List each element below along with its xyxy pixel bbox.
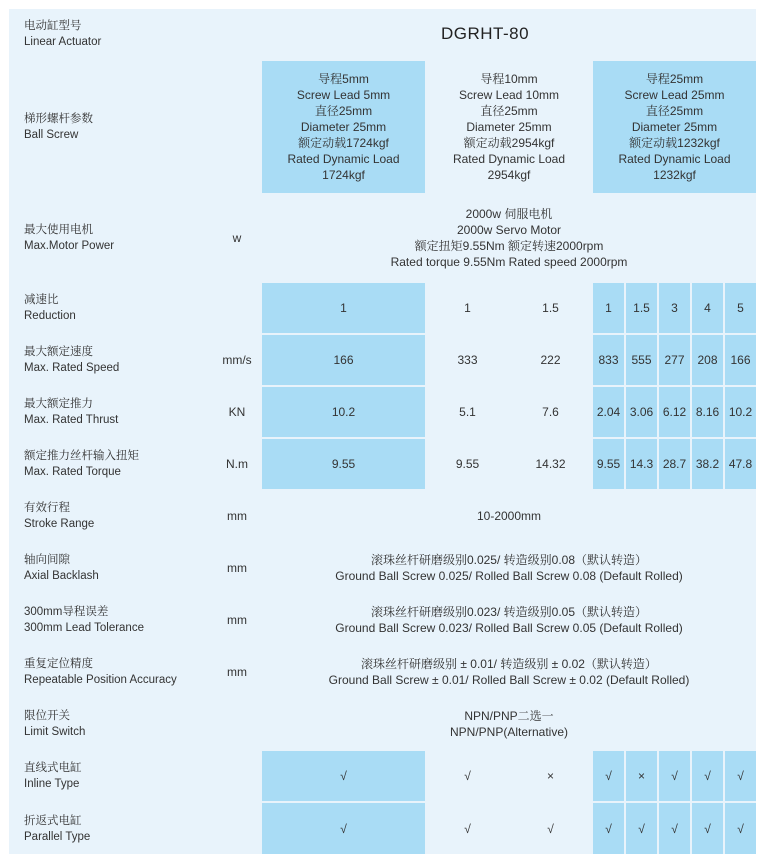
label-thrust: 最大额定推力 Max. Rated Thrust xyxy=(9,387,212,437)
spec-table xyxy=(9,9,756,854)
label-torque: 额定推力丝杆输入扭矩 Max. Rated Torque xyxy=(9,439,212,489)
thrust-cell: 10.2 xyxy=(725,387,756,437)
stroke-value: 10-2000mm xyxy=(262,491,756,541)
reduction-cell: 1.5 xyxy=(510,283,591,333)
thrust-cell: 6.12 xyxy=(659,387,690,437)
speed-cell: 555 xyxy=(626,335,657,385)
reduction-cell: 1 xyxy=(593,283,624,333)
thrust-cell: 7.6 xyxy=(510,387,591,437)
label-motor: 最大使用电机 Max.Motor Power xyxy=(9,195,212,281)
thrust-cell: 10.2 xyxy=(262,387,425,437)
unit-backlash: mm xyxy=(214,543,260,593)
speed-cell: 833 xyxy=(593,335,624,385)
label-stroke: 有效行程 Stroke Range xyxy=(9,491,212,541)
lead-tolerance-value: 滚珠丝杆研磨级别0.023/ 转造级别0.05（默认转造） Ground Ball Screw 0.023/ Rolled Ball Screw 0.05 (Default Rolled) xyxy=(262,595,756,645)
torque-cell: 38.2 xyxy=(692,439,723,489)
thrust-cell: 2.04 xyxy=(593,387,624,437)
motor-value: 2000w 伺服电机 2000w Servo Motor 额定扭矩9.55Nm 额定转速2000rpm Rated torque 9.55Nm Rated speed 2000rpm xyxy=(262,195,756,281)
unit-torque: N.m xyxy=(214,439,260,489)
label-backlash: 轴向间隙 Axial Backlash xyxy=(9,543,212,593)
speed-cell: 333 xyxy=(427,335,508,385)
thrust-cell: 3.06 xyxy=(626,387,657,437)
inline-mark: √ xyxy=(659,751,690,801)
label-limit-switch: 限位开关 Limit Switch xyxy=(9,699,212,749)
speed-cell: 277 xyxy=(659,335,690,385)
torque-cell: 9.55 xyxy=(593,439,624,489)
speed-cell: 222 xyxy=(510,335,591,385)
parallel-mark: √ xyxy=(725,803,756,854)
reduction-cell: 3 xyxy=(659,283,690,333)
parallel-mark: √ xyxy=(510,803,591,854)
inline-mark: √ xyxy=(692,751,723,801)
speed-cell: 208 xyxy=(692,335,723,385)
unit-repeatability: mm xyxy=(214,647,260,697)
unit-inline-type xyxy=(214,751,260,801)
label-reduction: 减速比 Reduction xyxy=(9,283,212,333)
inline-mark: √ xyxy=(262,751,425,801)
model-value: DGRHT-80 xyxy=(214,9,756,59)
torque-cell: 9.55 xyxy=(262,439,425,489)
parallel-mark: √ xyxy=(626,803,657,854)
parallel-mark: √ xyxy=(659,803,690,854)
unit-stroke: mm xyxy=(214,491,260,541)
unit-parallel-type xyxy=(214,803,260,854)
screw-option-lead5: 导程5mm Screw Lead 5mm 直径25mm Diameter 25mm 额定动载1724kgf Rated Dynamic Load 1724kgf xyxy=(262,61,425,193)
unit-thrust: KN xyxy=(214,387,260,437)
reduction-cell: 1.5 xyxy=(626,283,657,333)
inline-mark: √ xyxy=(725,751,756,801)
reduction-cell: 5 xyxy=(725,283,756,333)
screw-option-lead10: 导程10mm Screw Lead 10mm 直径25mm Diameter 25mm 额定动载2954kgf Rated Dynamic Load 2954kgf xyxy=(427,61,591,193)
label-lead-tolerance: 300mm导程误差 300mm Lead Tolerance xyxy=(9,595,212,645)
parallel-mark: √ xyxy=(427,803,508,854)
reduction-cell: 4 xyxy=(692,283,723,333)
limit-switch-value: NPN/PNP二选一 NPN/PNP(Alternative) xyxy=(262,699,756,749)
inline-mark: × xyxy=(626,751,657,801)
label-speed: 最大额定速度 Max. Rated Speed xyxy=(9,335,212,385)
reduction-cell: 1 xyxy=(262,283,425,333)
unit-lead-tolerance: mm xyxy=(214,595,260,645)
unit-ball-screw xyxy=(214,61,260,193)
label-parallel-type: 折返式电缸 Parallel Type xyxy=(9,803,212,854)
thrust-cell: 8.16 xyxy=(692,387,723,437)
reduction-cell: 1 xyxy=(427,283,508,333)
speed-cell: 166 xyxy=(262,335,425,385)
torque-cell: 14.32 xyxy=(510,439,591,489)
label-repeatability: 重复定位精度 Repeatable Position Accuracy xyxy=(9,647,212,697)
torque-cell: 14.3 xyxy=(626,439,657,489)
unit-speed: mm/s xyxy=(214,335,260,385)
unit-limit-switch xyxy=(214,699,260,749)
parallel-mark: √ xyxy=(262,803,425,854)
torque-cell: 28.7 xyxy=(659,439,690,489)
label-inline-type: 直线式电缸 Inline Type xyxy=(9,751,212,801)
screw-option-lead25: 导程25mm Screw Lead 25mm 直径25mm Diameter 25mm 额定动载1232kgf Rated Dynamic Load 1232kgf xyxy=(593,61,756,193)
backlash-value: 滚珠丝杆研磨级别0.025/ 转造级别0.08（默认转造） Ground Ball Screw 0.025/ Rolled Ball Screw 0.08 (Default Rolled) xyxy=(262,543,756,593)
inline-mark: √ xyxy=(593,751,624,801)
speed-cell: 166 xyxy=(725,335,756,385)
torque-cell: 47.8 xyxy=(725,439,756,489)
thrust-cell: 5.1 xyxy=(427,387,508,437)
label-ball-screw: 梯形螺杆参数 Ball Screw xyxy=(9,61,212,193)
repeatability-value: 滚珠丝杆研磨级别 ± 0.01/ 转造级别 ± 0.02（默认转造） Ground Ball Screw ± 0.01/ Rolled Ball Screw ± 0.02 (Default Rolled) xyxy=(262,647,756,697)
inline-mark: × xyxy=(510,751,591,801)
unit-motor: w xyxy=(214,195,260,281)
inline-mark: √ xyxy=(427,751,508,801)
unit-reduction xyxy=(214,283,260,333)
parallel-mark: √ xyxy=(593,803,624,854)
torque-cell: 9.55 xyxy=(427,439,508,489)
label-model: 电动缸型号 Linear Actuator xyxy=(9,9,212,59)
parallel-mark: √ xyxy=(692,803,723,854)
